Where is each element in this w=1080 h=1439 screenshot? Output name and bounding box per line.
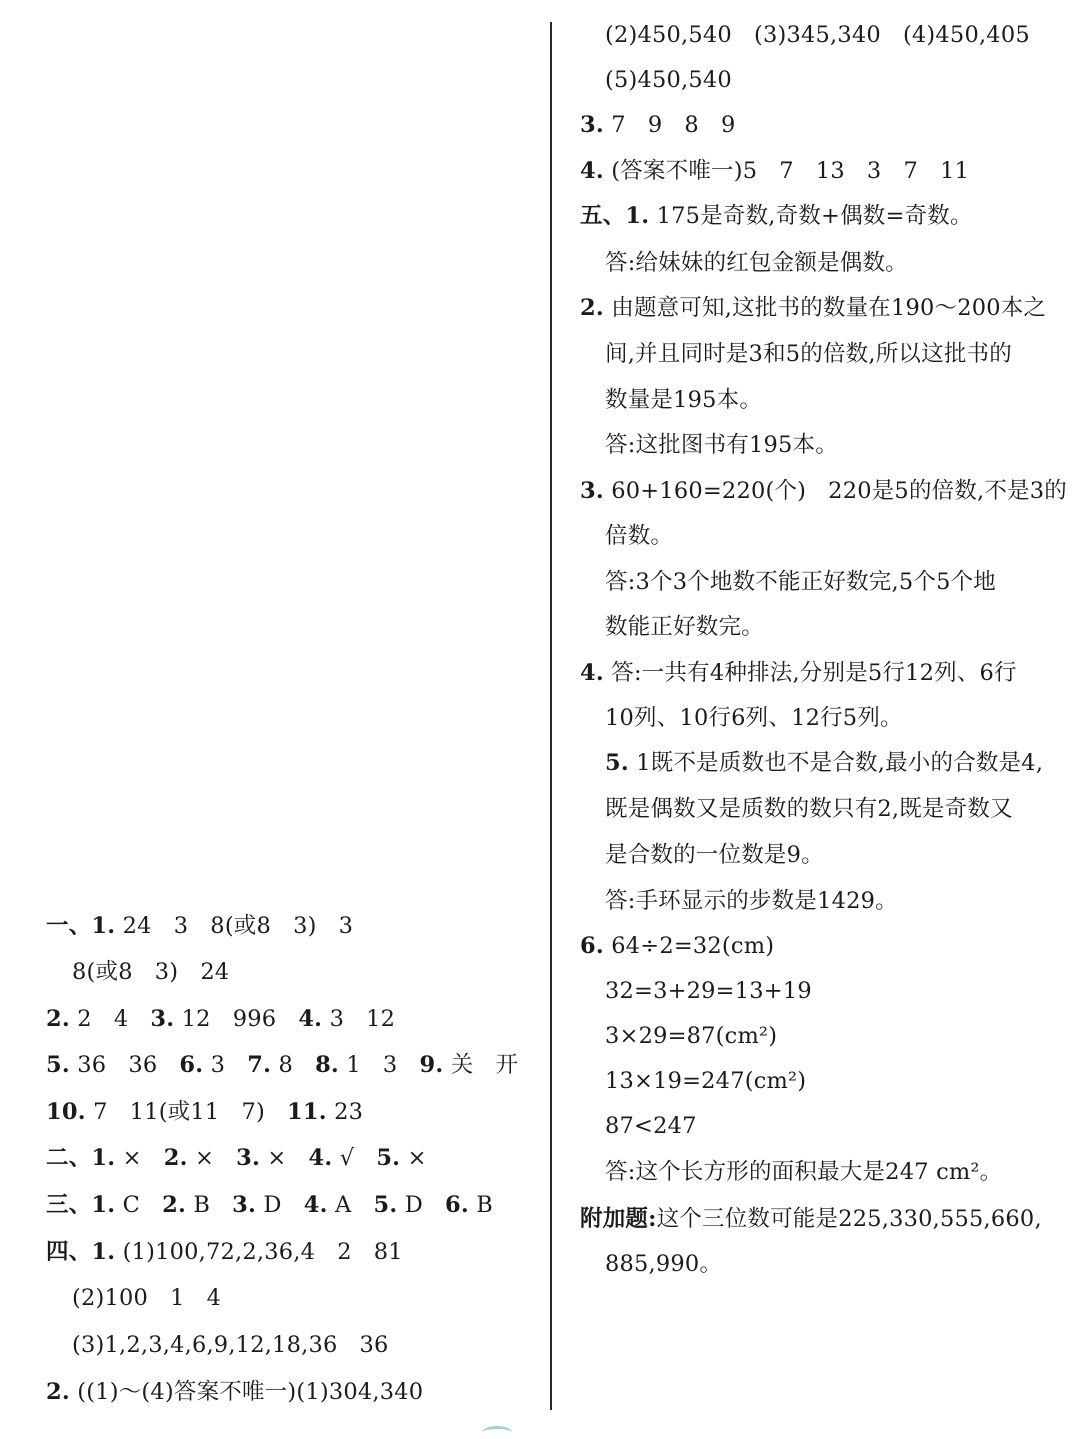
answer-line <box>605 612 764 642</box>
question-number: 5. <box>376 1145 401 1171</box>
answer-line <box>605 385 762 415</box>
question-number: 4. <box>303 1192 328 1218</box>
answer-text: 1 3 <box>338 1052 420 1078</box>
answer-line <box>580 156 969 186</box>
question-number: 5. <box>46 1052 70 1078</box>
answer-text: 24 3 8(或8 3) 3 <box>115 913 354 939</box>
answer-line <box>605 1249 722 1279</box>
answer-text: (2)100 1 4 <box>72 1285 222 1311</box>
answer-line <box>46 1004 395 1034</box>
answer-line <box>605 1021 777 1051</box>
answer-line <box>605 886 898 916</box>
question-number: 4. <box>580 660 604 686</box>
answer-text: 数量是195本。 <box>605 387 763 413</box>
answer-line <box>605 430 838 460</box>
answer-text: 175是奇数,奇数+偶数=奇数。 <box>649 203 973 229</box>
question-number: 4. <box>298 1006 323 1032</box>
answer-line <box>605 20 1030 50</box>
question-number: 附加题: <box>580 1206 657 1232</box>
answer-text: 87<247 <box>605 1113 697 1139</box>
answer-text: D <box>397 1192 446 1218</box>
answer-line <box>605 703 903 733</box>
question-number: 5. <box>373 1192 398 1218</box>
question-number: 2. <box>163 1145 188 1171</box>
answer-text: 10列、10行6列、12行5列。 <box>605 705 903 731</box>
answer-text: 23 <box>326 1099 364 1125</box>
answer-text: 答:一共有4种排法,分别是5行12列、6行 <box>603 660 1017 686</box>
answer-line <box>46 1143 427 1173</box>
answer-text: 1既不是质数也不是合数,最小的合数是4, <box>628 750 1044 776</box>
answer-text: (3)1,2,3,4,6,9,12,18,36 36 <box>72 1332 389 1358</box>
answer-text: B <box>468 1192 493 1218</box>
answer-text: 既是偶数又是质数的数只有2,既是奇数又 <box>605 796 1013 822</box>
answer-line <box>580 110 735 140</box>
question-number: 二、1. <box>46 1145 116 1171</box>
question-number: 8. <box>315 1052 339 1078</box>
answer-line <box>605 794 1013 824</box>
answer-line <box>605 248 908 278</box>
answer-text: 答:给妹妹的红包金额是偶数。 <box>605 250 908 276</box>
answer-text: 2 4 <box>69 1006 151 1032</box>
answer-line <box>46 1190 493 1220</box>
question-number: 2. <box>46 1379 70 1405</box>
answer-text: 3×29=87(cm²) <box>605 1023 778 1049</box>
question-number: 4. <box>308 1145 333 1171</box>
answer-line <box>580 658 1017 688</box>
column-divider <box>550 22 552 1410</box>
answer-line <box>605 65 732 95</box>
question-number: 四、1. <box>46 1239 116 1265</box>
question-number: 9. <box>419 1052 444 1078</box>
answer-text: (2)450,540 (3)345,340 (4)450,405 <box>605 22 1030 48</box>
answer-text: 答:这批图书有195本。 <box>605 432 838 458</box>
answer-line <box>580 293 1046 323</box>
answer-text: 答:手环显示的步数是1429。 <box>605 888 898 914</box>
question-number: 10. <box>46 1099 86 1125</box>
question-number: 2. <box>46 1006 70 1032</box>
answer-text: (答案不唯一)5 7 13 3 7 11 <box>603 158 970 184</box>
answer-line <box>605 976 812 1006</box>
answer-line <box>46 1050 518 1080</box>
answer-text: 36 36 <box>69 1052 180 1078</box>
answer-text: 12 996 <box>174 1006 299 1032</box>
answer-text: × <box>115 1145 164 1171</box>
answer-text: 7 11(或11 7) <box>85 1099 288 1125</box>
question-number: 五、1. <box>580 203 650 229</box>
answer-line <box>605 748 1043 778</box>
answer-text: 7 9 8 9 <box>603 112 736 138</box>
answer-text: 60+160=220(个) 220是5的倍数,不是3的 <box>603 478 1068 504</box>
question-number: 3. <box>580 112 604 138</box>
answer-text: 间,并且同时是3和5的倍数,所以这批书的 <box>605 341 1012 367</box>
answer-text: × <box>187 1145 237 1171</box>
question-number: 2. <box>580 295 604 321</box>
answer-line <box>605 840 824 870</box>
question-number: 6. <box>179 1052 204 1078</box>
answer-text: 由题意可知,这批书的数量在190～200本之 <box>603 295 1047 321</box>
answer-text: 数能正好数完。 <box>605 614 764 640</box>
answer-text: 倍数。 <box>605 523 674 549</box>
page-decoration <box>482 1426 512 1439</box>
answer-line <box>605 521 673 551</box>
question-number: 5. <box>605 750 629 776</box>
question-number: 6. <box>445 1192 469 1218</box>
answer-text: × <box>400 1145 427 1171</box>
answer-line <box>580 476 1067 506</box>
answer-text: 答:3个3个地数不能正好数完,5个5个地 <box>605 569 996 595</box>
answer-line <box>580 931 774 961</box>
question-number: 3. <box>150 1006 175 1032</box>
answer-text: 关 开 <box>443 1052 519 1078</box>
question-number: 11. <box>287 1099 327 1125</box>
answer-line <box>46 911 353 941</box>
question-number: 2. <box>162 1192 187 1218</box>
answer-text: C <box>115 1192 163 1218</box>
answer-line <box>605 1157 1002 1187</box>
answer-line <box>605 567 996 597</box>
question-number: 4. <box>580 158 604 184</box>
question-number: 3. <box>232 1192 257 1218</box>
question-number: 3. <box>580 478 604 504</box>
answer-text: × <box>260 1145 309 1171</box>
answer-line <box>605 339 1012 369</box>
answer-text: 8(或8 3) 24 <box>72 959 230 985</box>
answer-text: 这个三位数可能是225,330,555,660, <box>656 1206 1042 1232</box>
answer-line <box>72 1283 221 1313</box>
question-number: 三、1. <box>46 1192 116 1218</box>
answer-text: 13×19=247(cm²) <box>605 1068 807 1094</box>
answer-text: ((1)～(4)答案不唯一)(1)304,340 <box>69 1379 424 1405</box>
answer-text: 答:这个长方形的面积最大是247 cm²。 <box>605 1159 1003 1185</box>
answer-text: √ <box>332 1145 377 1171</box>
answer-line <box>605 1066 806 1096</box>
answer-line <box>72 1330 389 1360</box>
question-number: 7. <box>247 1052 272 1078</box>
answer-text: 3 <box>203 1052 248 1078</box>
answer-text: A <box>327 1192 374 1218</box>
answer-text: (5)450,540 <box>605 67 732 93</box>
answer-line <box>46 1097 363 1127</box>
answer-text: 8 <box>271 1052 316 1078</box>
answer-text: B <box>186 1192 233 1218</box>
answer-text: 是合数的一位数是9。 <box>605 842 824 868</box>
answer-text: D <box>256 1192 304 1218</box>
answer-line <box>46 1237 403 1267</box>
answer-line <box>605 1111 697 1141</box>
question-number: 3. <box>236 1145 261 1171</box>
answer-line <box>46 1377 423 1407</box>
answer-text: 64÷2=32(cm) <box>603 933 775 959</box>
answer-text: 885,990。 <box>605 1251 723 1277</box>
answer-line <box>580 1204 1042 1234</box>
answer-text: 32=3+29=13+19 <box>605 978 812 1004</box>
question-number: 一、1. <box>46 913 116 939</box>
answer-text: (1)100,72,2,36,4 2 81 <box>115 1239 403 1265</box>
answer-text: 3 12 <box>322 1006 396 1032</box>
answer-line <box>580 201 973 231</box>
answer-line <box>72 957 229 987</box>
question-number: 6. <box>580 933 604 959</box>
